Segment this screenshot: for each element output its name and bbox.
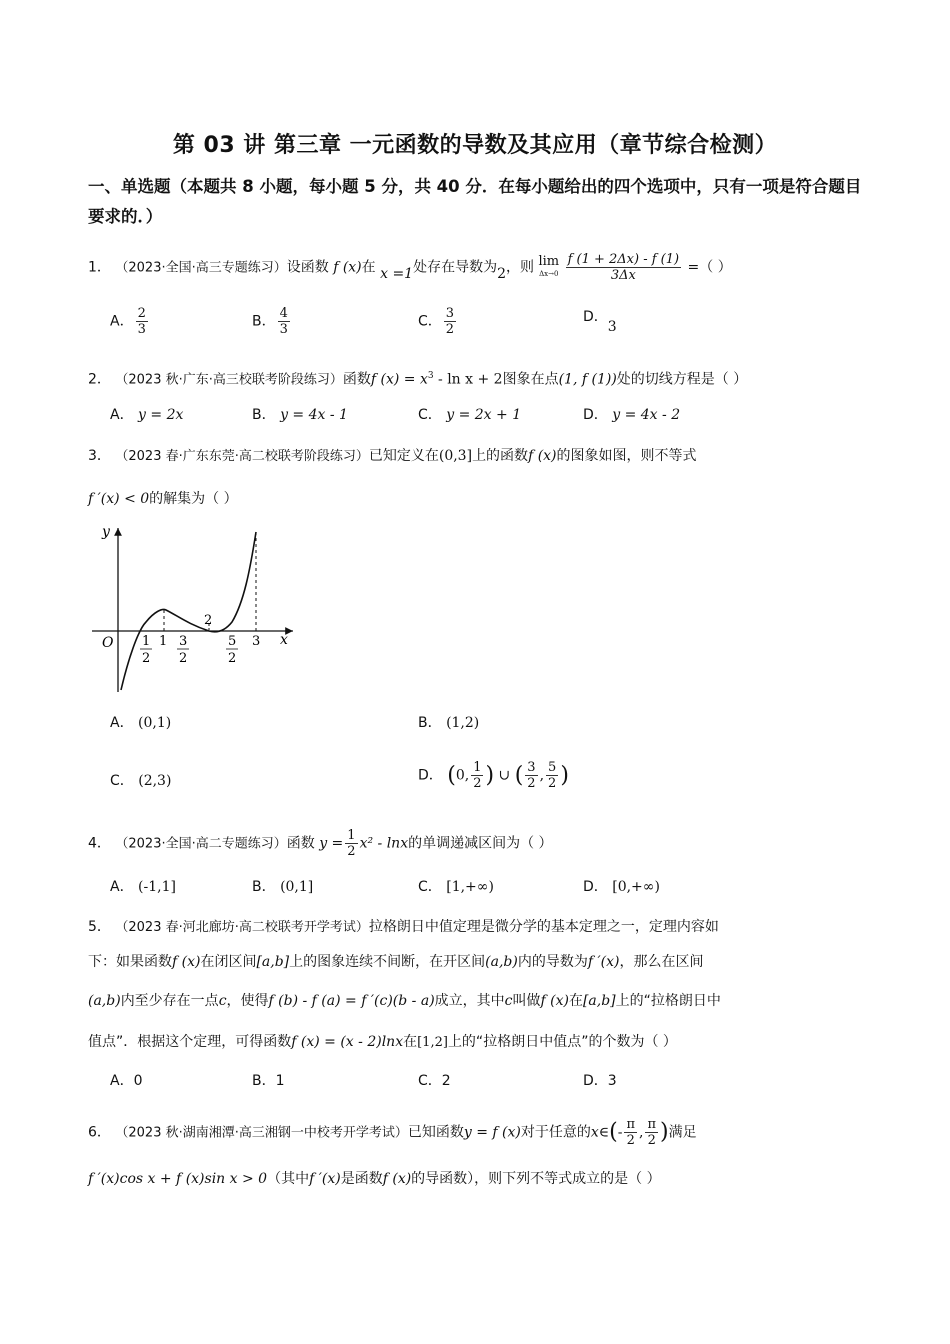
denominator: 2 xyxy=(548,776,557,791)
math-expr: [1,2] xyxy=(417,1035,448,1050)
question-source: （2023 秋·广东·高三校联考阶段练习） xyxy=(115,372,343,388)
denominator: 2 xyxy=(445,322,455,337)
question-text: 设函数 xyxy=(286,259,329,276)
question-text: 上的“拉格朗日中值点”的个数为（ ） xyxy=(447,1034,677,1050)
options-q2 xyxy=(110,404,850,432)
tick-label: 2 xyxy=(179,651,188,666)
question-text: 值点”．根据这个定理，可得函数 xyxy=(88,1034,292,1050)
math-expr: ∪ xyxy=(498,767,511,784)
question-text: ，使得 xyxy=(226,993,269,1009)
math-expr: 0, xyxy=(455,767,470,784)
question-4 xyxy=(88,828,863,859)
math-expr: f (b) - f (a) = f ′(c)(b - a) xyxy=(268,993,435,1009)
question-number: 3． xyxy=(88,448,111,464)
tick-label: 1 xyxy=(142,634,151,649)
option-b[interactable] xyxy=(252,404,348,424)
option-value: y = 2x xyxy=(138,407,184,423)
math-expr: y = f (x) xyxy=(463,1124,521,1141)
fraction xyxy=(566,252,682,283)
question-5-line3 xyxy=(88,990,863,1012)
denominator: 2 xyxy=(473,776,482,791)
option-value: 3 xyxy=(607,319,617,335)
denominator: 2 xyxy=(626,1133,635,1148)
option-value: 0 xyxy=(133,1073,143,1089)
question-text: 是函数 xyxy=(340,1171,383,1187)
numerator: 3 xyxy=(527,760,536,775)
math-expr: - ln x + 2 xyxy=(433,371,503,388)
option-d[interactable] xyxy=(583,306,617,335)
option-a[interactable] xyxy=(110,712,171,732)
question-text: 满足 xyxy=(668,1124,697,1141)
question-source: （2023 春·河北廊坊·高二校联考开学考试） xyxy=(115,920,369,935)
question-5-line4 xyxy=(88,1031,863,1054)
math-expr: 2 xyxy=(497,265,506,282)
tick-label: 2 xyxy=(142,651,151,666)
question-text: 已知定义在 xyxy=(368,448,439,464)
option-value: [0,+∞) xyxy=(612,879,660,895)
option-label: B． xyxy=(252,313,276,330)
section-heading: 一、单选题（本题共 8 小题，每小题 5 分，共 40 分．在每小题给出的四个选项中，只有一项是符合题目要求的．） xyxy=(88,177,862,226)
question-text: 上的函数 xyxy=(472,448,529,464)
tick-label: 2 xyxy=(204,613,213,628)
question-text: 内的导数为 xyxy=(517,954,588,970)
x-axis-label: x xyxy=(280,632,288,648)
denominator: 2 xyxy=(527,776,536,791)
option-label: C． xyxy=(418,879,442,895)
question-source: （2023 春·广东东莞·高二校联考阶段练习） xyxy=(115,449,369,464)
options-q5 xyxy=(110,1070,850,1098)
option-label: B． xyxy=(418,715,442,731)
math-expr: f ′(x) xyxy=(587,954,620,970)
question-text: （ ） xyxy=(699,259,732,276)
denominator: 2 xyxy=(347,844,356,859)
denominator: 3 xyxy=(279,322,288,337)
option-value: 2 xyxy=(441,1073,451,1089)
math-expr: (0,3] xyxy=(438,448,473,464)
option-label: D． xyxy=(418,767,443,784)
exponent: 3 xyxy=(427,371,434,381)
option-a[interactable] xyxy=(110,1070,143,1090)
option-label: C． xyxy=(110,773,134,789)
option-value: [1,+∞) xyxy=(446,879,494,895)
numerator: π xyxy=(647,1117,656,1132)
option-c[interactable] xyxy=(418,306,458,337)
option-b[interactable] xyxy=(418,712,479,732)
option-label: D． xyxy=(583,879,608,895)
question-6-line2 xyxy=(88,1168,863,1190)
option-label: A． xyxy=(110,879,134,895)
math-expr: f ′(x)cos x + f (x)sin x > 0 xyxy=(88,1171,268,1187)
question-text: 图象在点 xyxy=(502,371,559,388)
option-c[interactable] xyxy=(418,1070,451,1090)
option-a[interactable] xyxy=(110,404,183,424)
math-expr: [a,b] xyxy=(582,993,616,1009)
question-text: 已知函数 xyxy=(407,1124,464,1141)
options-q3-row2 xyxy=(110,760,850,800)
math-expr: f ′(x) < 0 xyxy=(88,491,150,507)
option-label: A． xyxy=(110,715,134,731)
option-label: A． xyxy=(110,1073,134,1089)
math-expr: f (x) xyxy=(333,259,362,276)
numerator: 5 xyxy=(548,760,557,775)
numerator: 4 xyxy=(279,306,288,321)
option-value: 1 xyxy=(275,1073,285,1089)
numerator: 2 xyxy=(137,306,146,321)
option-b[interactable] xyxy=(252,306,292,337)
question-text: 在 xyxy=(568,993,583,1009)
question-text: 下：如果函数 xyxy=(88,954,172,970)
option-c[interactable] xyxy=(418,404,521,424)
question-number: 2． xyxy=(88,371,111,388)
question-text: 上的图象连续不间断，在开区间 xyxy=(289,954,486,970)
denominator: 3 xyxy=(137,322,146,337)
option-label: C． xyxy=(418,1073,442,1089)
question-text: 叫做 xyxy=(512,993,541,1009)
option-value: (2,3) xyxy=(138,773,172,789)
question-text: 上的“拉格朗日中 xyxy=(615,993,721,1009)
question-number: 5． xyxy=(88,919,111,935)
question-number: 4． xyxy=(88,835,111,852)
tick-label: 3 xyxy=(252,634,261,649)
option-value: y = 2x + 1 xyxy=(446,407,522,423)
option-value: y = 4x - 1 xyxy=(280,407,348,423)
question-text: 拉格朗日中值定理是微分学的基本定理之一，定理内容如 xyxy=(368,919,719,935)
options-q1 xyxy=(110,306,850,337)
limit-label: lim xyxy=(538,253,560,269)
numerator: f (1 + 2Δx) - f (1) xyxy=(567,252,680,267)
option-value: (0,1] xyxy=(280,879,314,895)
question-text: 在 xyxy=(403,1034,418,1050)
question-text: 函数 xyxy=(342,371,371,388)
math-expr: f (x) = (x - 2)lnx xyxy=(291,1034,404,1050)
option-label: C． xyxy=(418,313,442,330)
option-value: y = 4x - 2 xyxy=(612,407,681,423)
question-text: 处的切线方程是（ ） xyxy=(616,371,748,388)
option-d[interactable] xyxy=(583,404,680,424)
math-expr: f (x) xyxy=(172,954,201,970)
question-text: 的导函数），则下列不等式成立的是（ ） xyxy=(411,1171,661,1187)
option-label: D． xyxy=(583,407,608,423)
math-expr: [a,b] xyxy=(256,954,290,970)
tick-label: 1 xyxy=(159,634,168,649)
limit-sub: Δx→0 xyxy=(539,269,559,278)
option-label: B． xyxy=(252,879,276,895)
question-text: 在闭区间 xyxy=(200,954,257,970)
tick-label: 5 xyxy=(228,634,237,649)
denominator: 2 xyxy=(647,1133,656,1148)
question-text: ，那么在区间 xyxy=(619,954,704,970)
option-b[interactable] xyxy=(252,876,313,896)
question-text: 对于任意的 xyxy=(520,1124,591,1141)
question-6: 6． （2023 秋·湖南湘潭·高三湘钢一中校考开学考试）已知函数y = f (x)对于任意的x∈(- $\frac{\pi}{2}$ , $\frac{\pi}{2}$ )满足 xyxy=(88,1117,697,1148)
question-1 xyxy=(88,252,863,283)
option-label: A． xyxy=(110,313,134,330)
numerator: 1 xyxy=(473,760,482,775)
option-a[interactable] xyxy=(110,876,176,896)
math-expr: f (x) = x xyxy=(370,371,428,388)
option-label: B． xyxy=(252,1073,276,1089)
option-value: (-1,1] xyxy=(138,879,176,895)
question-source: （2023·全国·高二专题练习） xyxy=(115,836,287,852)
option-label: C． xyxy=(418,407,442,423)
math-expr: , xyxy=(539,767,545,784)
question-3-line2 xyxy=(88,488,863,510)
option-a[interactable] xyxy=(110,306,150,337)
option-label: B． xyxy=(252,407,276,423)
math-expr: f ′(x) xyxy=(309,1171,341,1187)
math-expr: f (x) xyxy=(382,1171,412,1187)
option-c[interactable] xyxy=(110,770,171,790)
math-expr: x² - lnx xyxy=(359,835,409,852)
tick-label: 3 xyxy=(179,634,188,649)
math-expr: - xyxy=(617,1124,623,1141)
question-number: 6． xyxy=(88,1124,111,1141)
question-text: ，则 xyxy=(506,259,534,276)
math-expr: c xyxy=(504,993,513,1009)
option-label: D． xyxy=(583,309,608,325)
limit xyxy=(538,253,560,280)
function-curve xyxy=(121,532,256,690)
page-title: 第 03 讲 第三章 一元函数的导数及其应用（章节综合检测） xyxy=(172,133,778,158)
math-expr: (1, f (1)) xyxy=(558,371,617,388)
option-value: (0,1) xyxy=(138,715,172,731)
origin-label: O xyxy=(102,635,114,651)
math-expr: = xyxy=(687,259,700,276)
question-text: （其中 xyxy=(267,1171,310,1187)
options-q4 xyxy=(110,876,850,904)
option-label: A． xyxy=(110,407,134,423)
numerator: 3 xyxy=(445,306,455,321)
question-text: 在 xyxy=(361,259,376,276)
options-q3-row1 xyxy=(110,712,850,740)
math-expr: y = xyxy=(319,835,344,852)
numerator: 1 xyxy=(347,828,356,843)
question-text: 的单调递减区间为（ ） xyxy=(408,835,553,852)
question-text: 成立，其中 xyxy=(434,993,505,1009)
tick-label: 2 xyxy=(228,651,237,666)
option-d[interactable] xyxy=(583,1070,617,1090)
math-expr: x =1 xyxy=(380,265,414,282)
question-source: （2023 秋·湖南湘潭·高三湘钢一中校考开学考试） xyxy=(115,1125,408,1141)
question-text: 函数 xyxy=(286,835,315,852)
question-text: 内至少存在一点 xyxy=(120,993,219,1009)
question-text: 的解集为（ ） xyxy=(149,491,238,507)
option-value: (1,2) xyxy=(446,715,480,731)
question-text: 处存在导数为 xyxy=(413,259,498,276)
math-expr: (a,b) xyxy=(485,954,518,970)
question-text: 的图象如图，则不等式 xyxy=(556,448,697,464)
y-axis-label: y xyxy=(102,524,110,540)
option-d[interactable]: D． (0, $\frac{1}{2}$ ) ∪ ( $\frac{3}{2}$ , $\frac{5}{2}$ ) xyxy=(418,760,569,791)
option-c[interactable] xyxy=(418,876,494,896)
option-b[interactable] xyxy=(252,1070,285,1090)
math-expr: c xyxy=(218,993,227,1009)
math-expr: f (x) xyxy=(540,993,569,1009)
denominator: 3Δx xyxy=(610,268,636,283)
math-expr: (a,b) xyxy=(88,993,121,1009)
function-graph xyxy=(88,520,303,695)
option-label: D． xyxy=(583,1073,608,1089)
question-3 xyxy=(88,445,863,468)
numerator: π xyxy=(626,1117,635,1132)
option-value: 3 xyxy=(607,1073,617,1089)
option-d[interactable] xyxy=(583,876,660,896)
question-5-line2 xyxy=(88,951,863,973)
question-number: 1． xyxy=(88,259,111,276)
question-5 xyxy=(88,916,863,939)
question-source: （2023·全国·高三专题练习） xyxy=(115,260,287,276)
question-2 xyxy=(88,365,863,392)
math-expr: x∈ xyxy=(590,1124,610,1141)
math-expr: f (x) xyxy=(528,448,557,464)
